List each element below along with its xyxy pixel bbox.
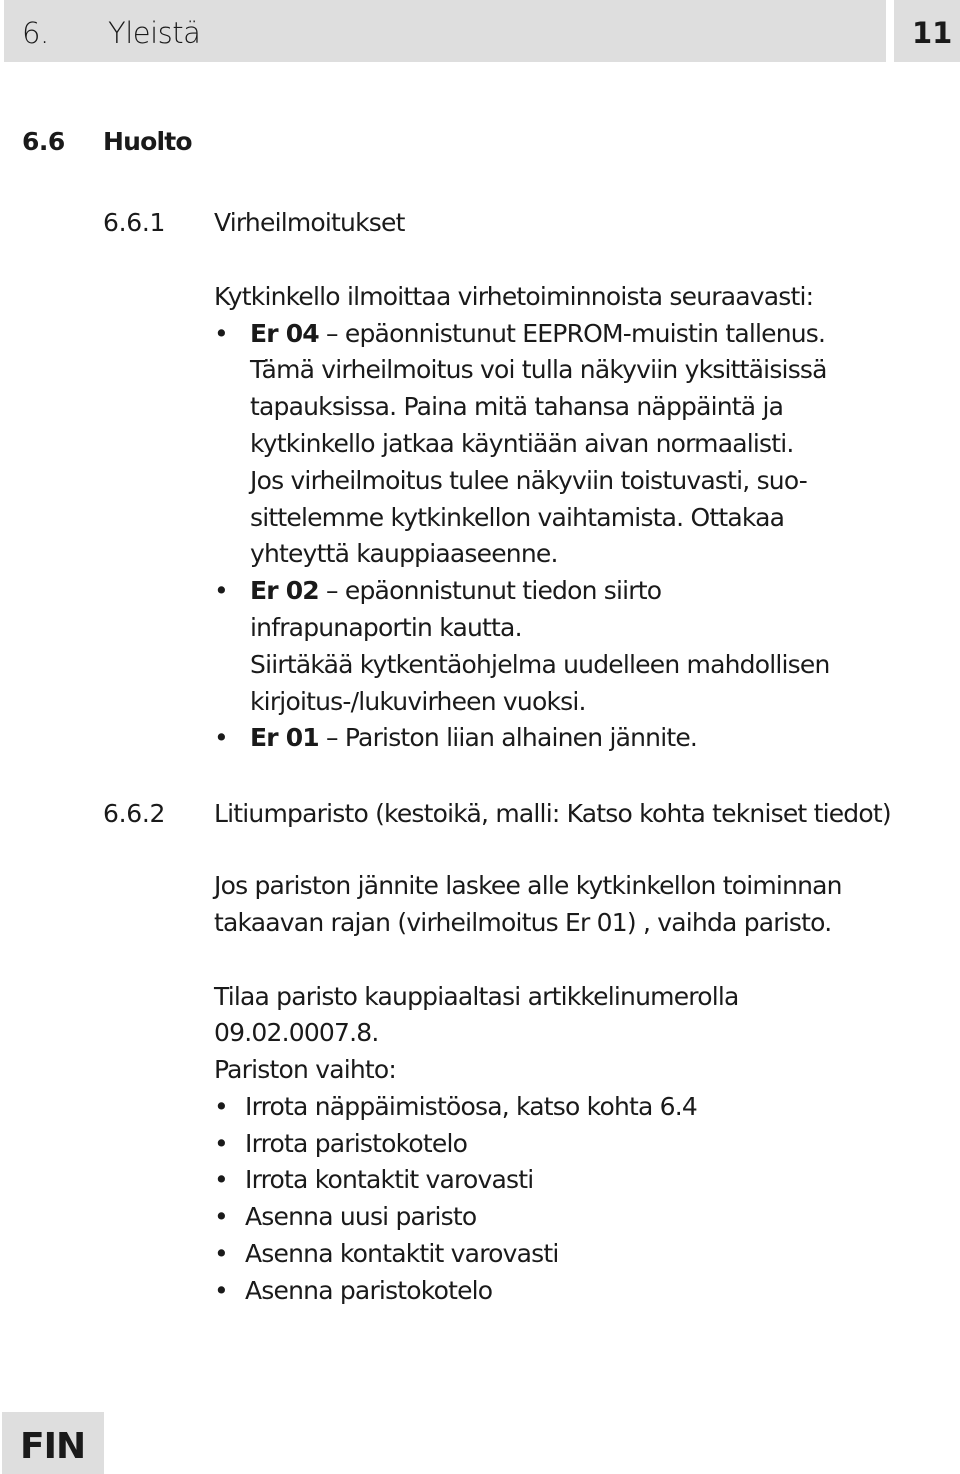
section-number: 6.6 — [22, 127, 65, 156]
subsection-1-number: 6.6.1 — [103, 208, 166, 237]
error-detail-line: Tämä virheilmoitus voi tulla näkyviin yksittäisissä — [250, 355, 827, 384]
battery-paragraph-line: Jos pariston jännite laskee alle kytkinkellon toiminnan — [214, 871, 842, 900]
bullet-icon: • — [214, 1239, 229, 1268]
bullet-icon: • — [214, 1092, 229, 1121]
error-description: – epäonnistunut tiedon siirto — [318, 576, 662, 605]
replacement-heading: Pariston vaihto: — [214, 1055, 397, 1084]
bullet-icon: • — [214, 1202, 229, 1231]
error-code: Er 01 — [250, 723, 319, 752]
error-description: – Pariston liian alhainen jännite. — [318, 723, 698, 752]
error-item-er04 — [250, 321, 825, 346]
step-item: Irrota paristokotelo — [245, 1129, 468, 1158]
step-item: Asenna paristokotelo — [245, 1276, 493, 1305]
bullet-icon: • — [214, 1276, 229, 1305]
language-label: FIN — [20, 1426, 86, 1467]
error-detail-line: infrapunaportin kautta. — [250, 613, 522, 642]
error-detail-line: Siirtäkää kytkentäohjelma uudelleen mahdollisen — [250, 650, 830, 679]
error-detail-line: Jos virheilmoitus tulee näkyviin toistuvasti, suo- — [250, 466, 808, 495]
battery-paragraph-line: takaavan rajan (virheilmoitus Er 01) , vaihda paristo. — [214, 908, 832, 937]
step-item: Irrota näppäimistöosa, katso kohta 6.4 — [245, 1092, 698, 1121]
subsection-1-title: Virheilmoitukset — [214, 208, 405, 237]
bullet-icon: • — [214, 723, 229, 752]
error-item-er02 — [250, 578, 661, 603]
error-detail-line: sittelemme kytkinkellon vaihtamista. Ottakaa — [250, 503, 785, 532]
subsection-2-title: Litiumparisto (kestoikä, malli: Katso kohta tekniset tiedot) — [214, 799, 891, 828]
bullet-icon: • — [214, 1129, 229, 1158]
subsection-2-number: 6.6.2 — [103, 799, 166, 828]
bullet-icon: • — [214, 1165, 229, 1194]
page-number: 11 — [912, 16, 953, 50]
error-item-er01 — [250, 725, 697, 750]
order-paragraph-line: Tilaa paristo kauppiaaltasi artikkelinumerolla — [214, 982, 739, 1011]
bullet-icon: • — [214, 576, 229, 605]
error-detail-line: kirjoitus-/lukuvirheen vuoksi. — [250, 687, 586, 716]
article-number: 09.02.0007.8. — [214, 1018, 379, 1047]
error-code: Er 02 — [250, 576, 319, 605]
chapter-title: Yleistä — [108, 16, 201, 50]
chapter-number: 6. — [22, 16, 49, 50]
step-item: Asenna kontaktit varovasti — [245, 1239, 559, 1268]
error-intro: Kytkinkello ilmoittaa virhetoiminnoista seuraavasti: — [214, 282, 814, 311]
step-item: Asenna uusi paristo — [245, 1202, 477, 1231]
error-detail-line: kytkinkello jatkaa käyntiään aivan normaalisti. — [250, 429, 794, 458]
section-title: Huolto — [103, 127, 192, 156]
bullet-icon: • — [214, 319, 229, 348]
error-code: Er 04 — [250, 319, 319, 348]
error-detail-line: tapauksissa. Paina mitä tahansa näppäintä ja — [250, 392, 784, 421]
error-description: – epäonnistunut EEPROM-muistin tallenus. — [318, 319, 826, 348]
error-detail-line: yhteyttä kauppiaaseenne. — [250, 539, 558, 568]
step-item: Irrota kontaktit varovasti — [245, 1165, 534, 1194]
